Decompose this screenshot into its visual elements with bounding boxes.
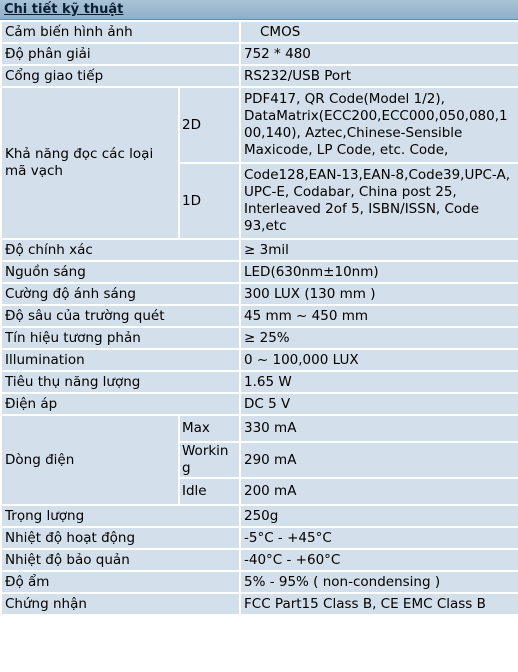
spec-value: -40°C - +60°C — [240, 549, 518, 571]
spec-label: Khả năng đọc các loại mã vạch — [1, 87, 179, 239]
spec-label: Dòng điện — [1, 415, 179, 505]
spec-label: Tín hiệu tương phản — [1, 327, 240, 349]
table-row — [1, 593, 518, 615]
spec-sublabel: 1D — [179, 163, 240, 239]
spec-label: Illumination — [1, 349, 240, 371]
table-row — [1, 349, 518, 371]
spec-table — [0, 20, 518, 616]
spec-value: ≥ 25% — [240, 327, 518, 349]
spec-label: Trọng lượng — [1, 505, 240, 527]
table-row — [1, 65, 518, 87]
spec-value: 5% - 95% ( non-condensing ) — [240, 571, 518, 593]
spec-label: Nguồn sáng — [1, 261, 240, 283]
spec-value: LED(630nm±10nm) — [240, 261, 518, 283]
table-row — [1, 283, 518, 305]
table-row — [1, 21, 518, 43]
spec-value: -5°C - +45°C — [240, 527, 518, 549]
table-row — [1, 415, 518, 442]
spec-label: Độ phân giải — [1, 43, 240, 65]
spec-label: Cổng giao tiếp — [1, 65, 240, 87]
spec-sublabel: Idle — [179, 478, 240, 505]
spec-value: FCC Part15 Class B, CE EMC Class B — [240, 593, 518, 615]
spec-value: 1.65 W — [240, 371, 518, 393]
spec-label: Điện áp — [1, 393, 240, 415]
table-row — [1, 393, 518, 415]
table-row — [1, 327, 518, 349]
spec-label: Nhiệt độ hoạt động — [1, 527, 240, 549]
table-row — [1, 87, 518, 163]
spec-value: 330 mA — [240, 415, 518, 442]
table-row — [1, 371, 518, 393]
spec-label: Tiêu thụ năng lượng — [1, 371, 240, 393]
spec-value: 200 mA — [240, 478, 518, 505]
table-row — [1, 549, 518, 571]
table-row — [1, 527, 518, 549]
section-title: Chi tiết kỹ thuật — [0, 0, 518, 20]
spec-value: 300 LUX (130 mm ) — [240, 283, 518, 305]
spec-value: PDF417, QR Code(Model 1/2), DataMatrix(ECC200,ECC000,050,080,100,140), Aztec,Chinese-Sensible Maxicode, LP Code, etc. Code, — [240, 87, 518, 163]
spec-label: Độ sâu của trường quét — [1, 305, 240, 327]
spec-value: 250g — [240, 505, 518, 527]
table-row — [1, 43, 518, 65]
spec-value: 290 mA — [240, 442, 518, 478]
spec-label: Cường độ ánh sáng — [1, 283, 240, 305]
spec-sublabel: Max — [179, 415, 240, 442]
spec-label: Độ chính xác — [1, 239, 240, 261]
table-row — [1, 261, 518, 283]
table-row — [1, 505, 518, 527]
table-row — [1, 239, 518, 261]
spec-value: DC 5 V — [240, 393, 518, 415]
table-row — [1, 571, 518, 593]
spec-value: 45 mm ~ 450 mm — [240, 305, 518, 327]
spec-value: CMOS — [240, 21, 518, 43]
table-row — [1, 305, 518, 327]
spec-value: ≥ 3mil — [240, 239, 518, 261]
spec-label: Độ ẩm — [1, 571, 240, 593]
spec-value: 0 ~ 100,000 LUX — [240, 349, 518, 371]
spec-sublabel: 2D — [179, 87, 240, 163]
spec-sublabel: Working — [179, 442, 240, 478]
spec-value: 752 * 480 — [240, 43, 518, 65]
spec-label: Chứng nhận — [1, 593, 240, 615]
spec-label: Cảm biến hình ảnh — [1, 21, 240, 43]
spec-label: Nhiệt độ bảo quản — [1, 549, 240, 571]
spec-value: RS232/USB Port — [240, 65, 518, 87]
spec-value: Code128,EAN-13,EAN-8,Code39,UPC-A, UPC-E, Codabar, China post 25, Interleaved 2of 5, ISBN/ISSN, Code 93,etc — [240, 163, 518, 239]
